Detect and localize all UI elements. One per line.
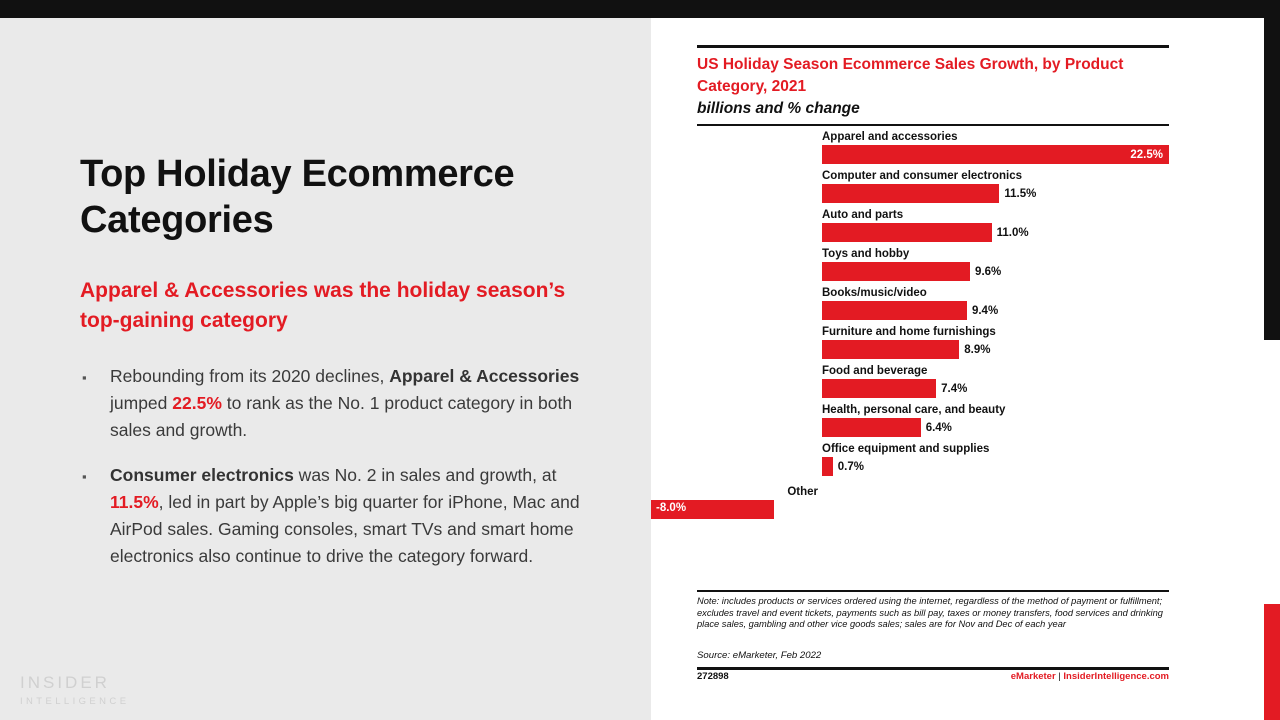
- chart-bar-row: [697, 208, 1169, 242]
- chart-bar-row: [697, 325, 1169, 359]
- chart-category-label: Computer and consumer electronics: [822, 170, 1023, 182]
- chart-value-label: 9.4%: [971, 304, 999, 317]
- list-item: [80, 462, 600, 570]
- chart-bar-row: [697, 286, 1169, 320]
- right-red-band: [1264, 604, 1280, 720]
- chart-value-label: 9.6%: [975, 265, 1002, 278]
- chart-bar-track: [697, 301, 1169, 320]
- chart-value-label: 11.5%: [1004, 187, 1037, 200]
- chart-title: US Holiday Season Ecommerce Sales Growth, by Product Category, 2021: [697, 56, 1124, 95]
- brand-insiderintelligence[interactable]: InsiderIntelligence.com: [1063, 671, 1169, 682]
- chart-category-label: Books/music/video: [822, 287, 927, 299]
- chart-bar: [822, 457, 833, 476]
- chart-bar-row: [697, 442, 1169, 476]
- chart-bar-track: [697, 418, 1169, 437]
- chart-value-label: 7.4%: [941, 382, 968, 395]
- chart-bar: [822, 145, 1169, 164]
- chart-value-label: 6.4%: [925, 421, 952, 434]
- bullet-text-run: Apparel & Accessories: [389, 366, 580, 386]
- chart-note: Note: includes products or services ordered using the internet, regardless of the method of payment or fulfillment; excludes travel and event tickets, payments such as bill pay, taxes or money transfers, food services and drinking place sales, gambling and other vice goods sales; sales are for Nov and Dec of each year: [697, 596, 1163, 630]
- bullet-text-run: jumped: [110, 393, 173, 413]
- chart-bar: [822, 223, 992, 242]
- brand-emarketer: eMarketer: [1010, 671, 1056, 682]
- bullet-marker-icon: ▪: [82, 370, 87, 385]
- chart-plot-area: [656, 130, 1169, 519]
- chart-bar-track: [697, 184, 1169, 203]
- chart-category-label: Health, personal care, and beauty: [822, 404, 1006, 416]
- chart-bar-row-negative: [656, 485, 1169, 519]
- chart-bar: [822, 340, 959, 359]
- bullet-text-run: 22.5%: [172, 393, 222, 413]
- bullet-text-run: 11.5%: [110, 492, 159, 512]
- chart-source: Source: eMarketer, Feb 2022: [697, 650, 822, 661]
- chart-bar-row: [697, 130, 1169, 164]
- insider-intelligence-logo: [20, 673, 129, 707]
- chart-bar-track: [656, 500, 1169, 519]
- chart-bottom-rule: [697, 667, 1169, 670]
- chart-brand: [1011, 671, 1169, 682]
- chart-bar-track: [697, 223, 1169, 242]
- chart-top-rule: [697, 45, 1169, 48]
- list-item: [80, 363, 600, 444]
- chart-value-label: -8.0%: [656, 502, 687, 514]
- chart-panel: [651, 18, 1264, 720]
- chart-value-label: 8.9%: [964, 343, 991, 356]
- chart-bar: [822, 418, 921, 437]
- chart-bar-row: [697, 169, 1169, 203]
- subheadline: Apparel & Accessories was the holiday season’s top-gaining category: [80, 279, 566, 332]
- chart-category-label: Office equipment and supplies: [822, 443, 990, 455]
- bullet-text-run: Consumer electronics: [110, 465, 294, 485]
- bullet-text-run: was No. 2 in sales and growth, at: [293, 465, 557, 485]
- chart-value-label: 0.7%: [837, 460, 864, 473]
- chart-bar-track: [697, 145, 1169, 164]
- bullet-text-run: , led in part by Apple’s big quarter for iPhone, Mac and AirPod sales. Gaming consoles, smart TVs and smart home electronics also continue to drive the category forward.: [110, 492, 580, 566]
- chart-value-label: 11.0%: [996, 226, 1029, 239]
- chart-category-label: Toys and hobby: [822, 248, 910, 260]
- left-content-panel: [0, 18, 651, 720]
- chart-category-label: Food and beverage: [822, 365, 928, 377]
- bullet-list: [80, 363, 600, 588]
- chart-title-rule: [697, 124, 1169, 126]
- chart-bar-row: [697, 247, 1169, 281]
- chart-bar-row: [697, 403, 1169, 437]
- chart-bar-track: [697, 262, 1169, 281]
- bullet-text-run: to rank as the No. 1 product category in both sales and growth.: [110, 393, 573, 440]
- chart-value-label: 22.5%: [1130, 148, 1163, 161]
- chart-bar: [822, 379, 936, 398]
- bullet-marker-icon: ▪: [82, 469, 87, 484]
- chart-bar: [822, 262, 970, 281]
- chart-category-label: Auto and parts: [822, 209, 904, 221]
- right-black-band: [1264, 0, 1280, 340]
- top-black-band: [0, 0, 1280, 18]
- chart-id: 272898: [697, 671, 729, 682]
- chart-category-label: Apparel and accessories: [822, 131, 958, 143]
- chart-category-label: Furniture and home furnishings: [822, 326, 996, 338]
- page-title: Top Holiday Ecommerce Categories: [80, 153, 515, 241]
- logo-line-1: INSIDER: [20, 673, 110, 692]
- bullet-text-run: Rebounding from its 2020 declines,: [110, 366, 390, 386]
- chart-note-rule: [697, 590, 1169, 592]
- chart-bar-row: [697, 364, 1169, 398]
- chart-bar: [822, 184, 999, 203]
- chart-bar: [822, 301, 967, 320]
- logo-line-2: INTELLIGENCE: [20, 696, 130, 707]
- chart-subtitle: billions and % change: [697, 100, 860, 117]
- chart-bar-track: [697, 457, 1169, 476]
- chart-bar-track: [697, 340, 1169, 359]
- chart-category-label: Other: [787, 486, 818, 498]
- brand-separator: |: [1055, 671, 1064, 682]
- chart-bar-track: [697, 379, 1169, 398]
